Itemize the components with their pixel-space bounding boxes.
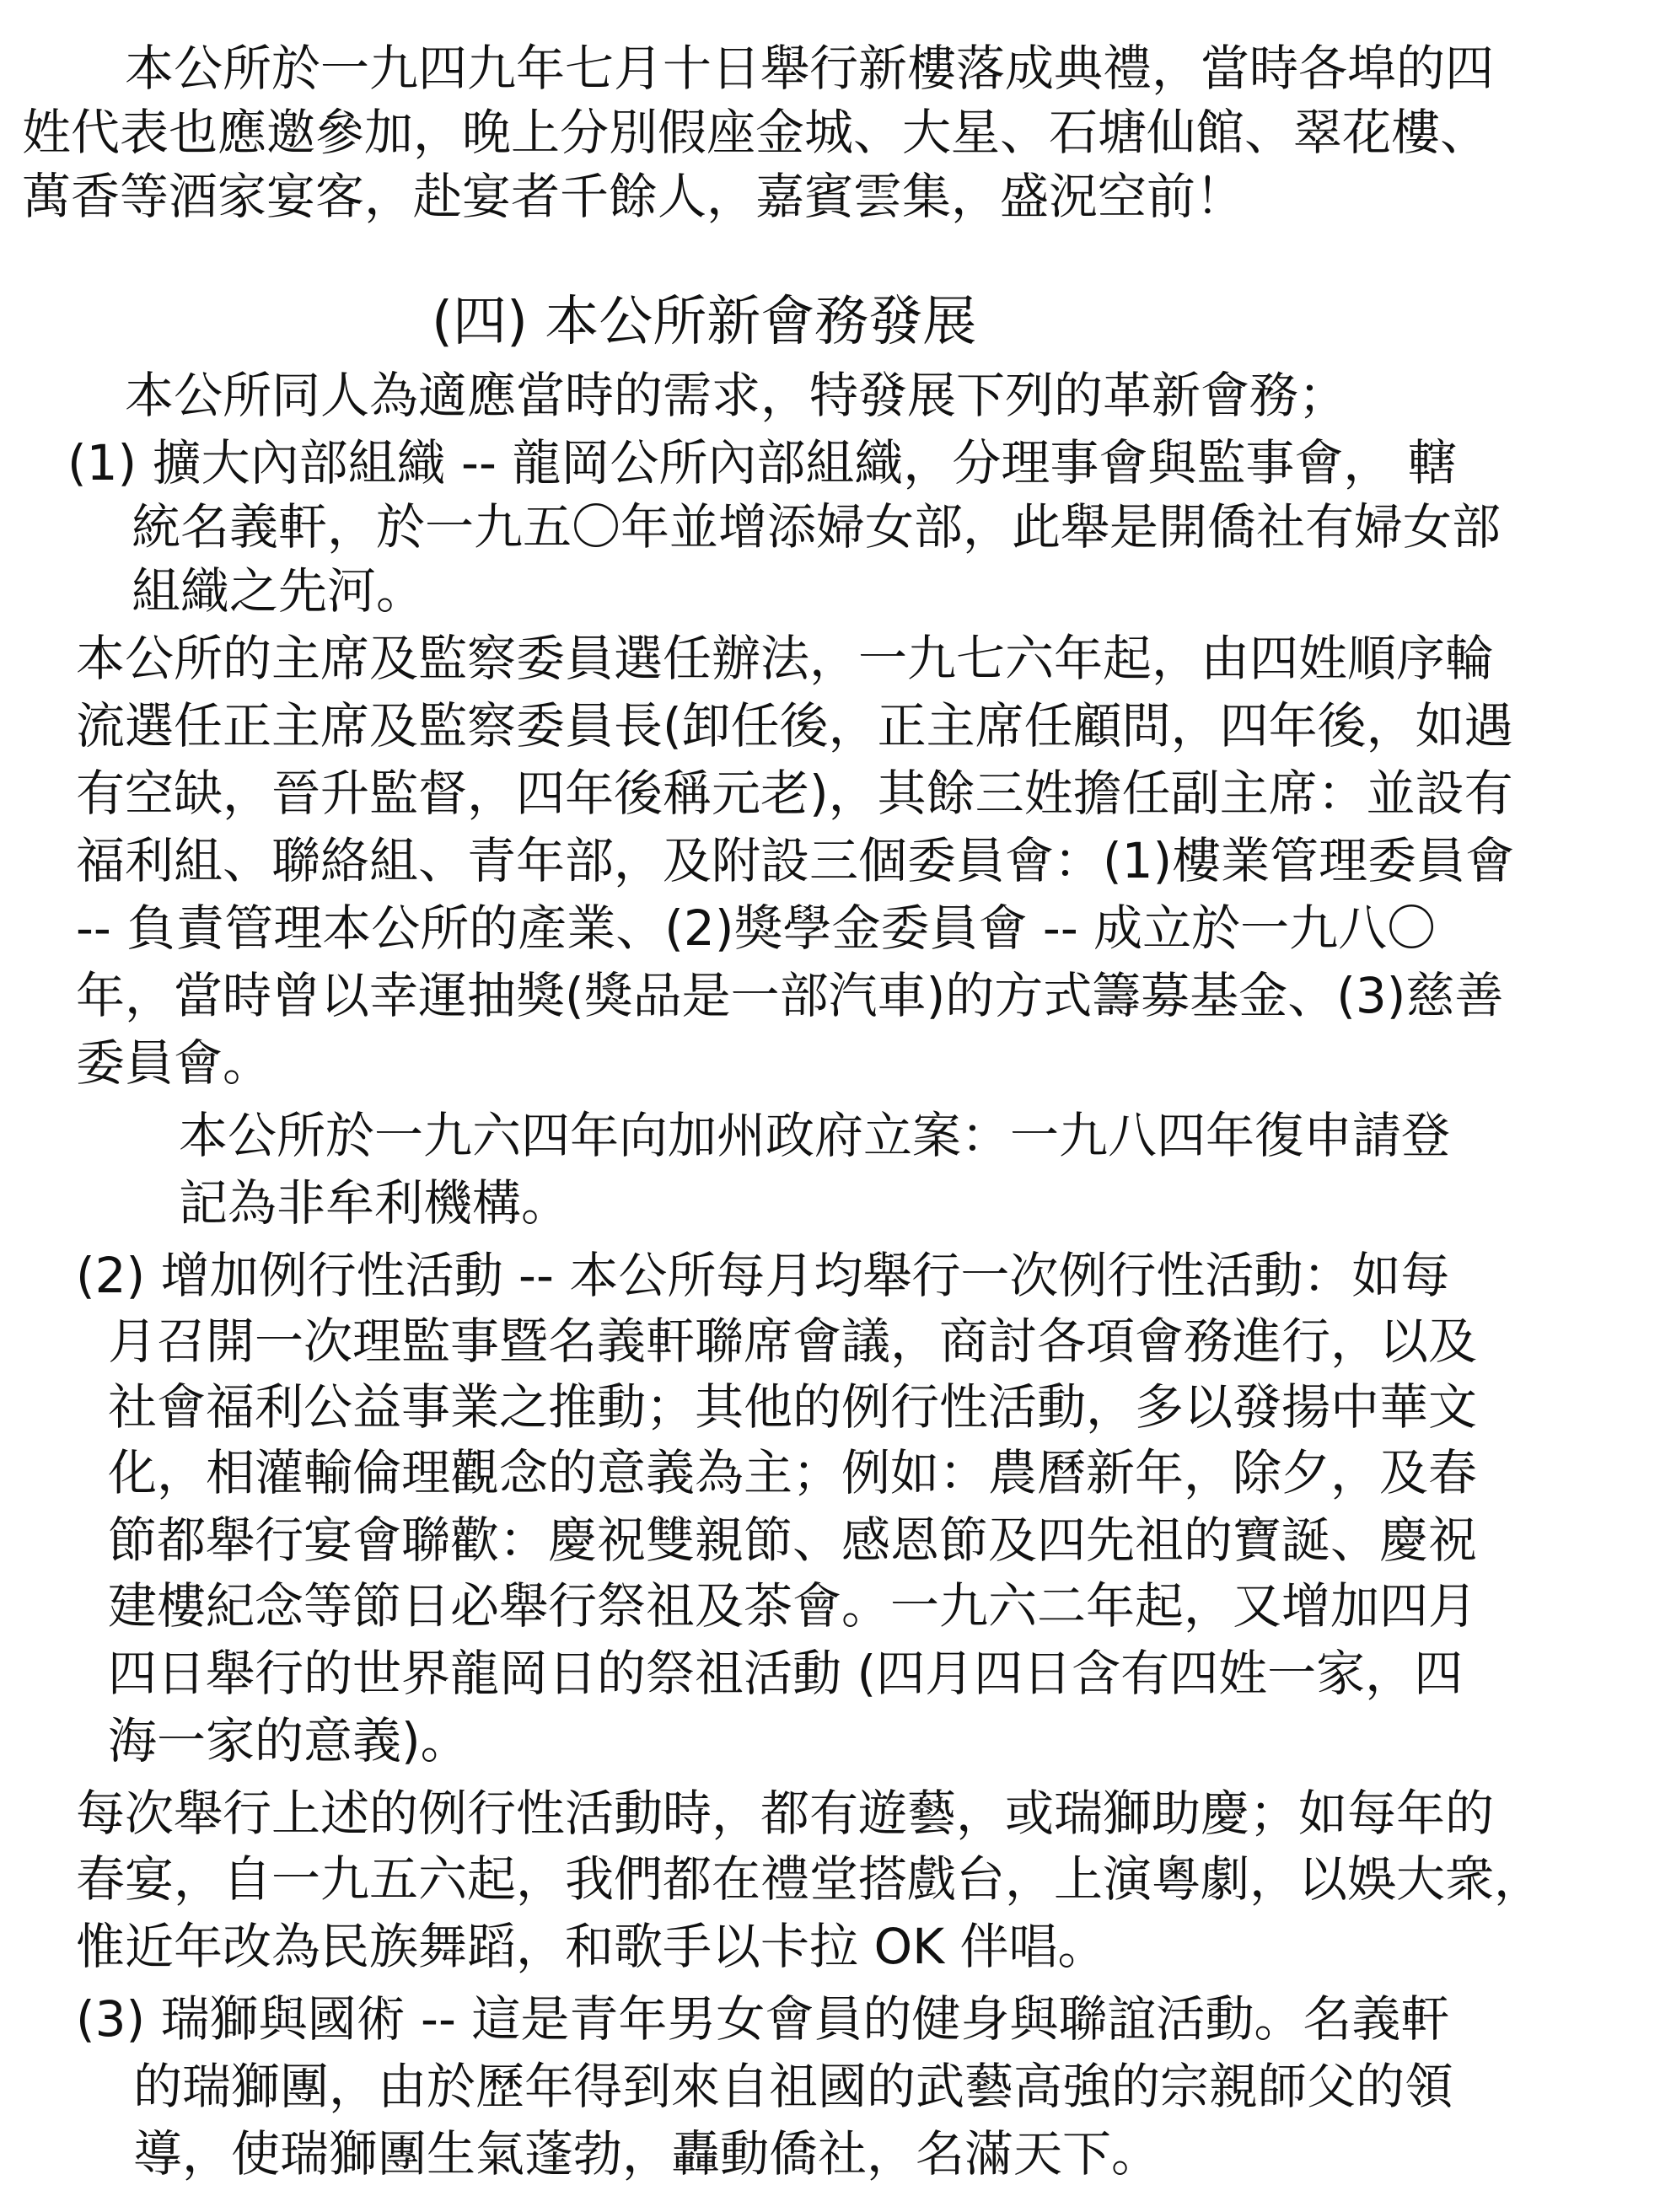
item1-line-2: 統名義軒，於一九五〇年並增添婦女部，此舉是開僑社有婦女部 — [132, 498, 1502, 556]
item3-line-1: (3) 瑞獅與國術 -- 這是青年男女會員的健身與聯誼活動。名義軒 — [76, 1990, 1450, 2048]
opening-line-1: 本公所於一九四九年七月十日舉行新樓落成典禮，當時各埠的四 — [125, 40, 1495, 97]
chair-line-5: -- 負責管理本公所的產業、(2)獎學金委員會 -- 成立於一九八〇 — [76, 899, 1437, 957]
section-title: (四) 本公所新會務發展 — [432, 291, 977, 353]
item2-line-8: 海一家的意義)。 — [108, 1712, 470, 1769]
intro-line: 本公所同人為適應當時的需求，特發展下列的革新會務； — [125, 367, 1348, 424]
register-line-2: 記為非牟利機構。 — [179, 1174, 571, 1232]
opening-line-3: 萬香等酒家宴客，赴宴者千餘人，嘉賓雲集，盛況空前！ — [22, 168, 1245, 225]
item2-line-3: 社會福利公益事業之推動；其他的例行性活動，多以發揚中華文 — [108, 1378, 1478, 1436]
events-line-3: 惟近年改為民族舞蹈，和歌手以卡拉 OK 伴唱。 — [76, 1918, 1107, 1975]
item2-line-2: 月召開一次理監事暨名義軒聯席會議，商討各項會務進行，以及 — [108, 1313, 1478, 1370]
chair-line-1: 本公所的主席及監察委員選任辦法，一九七六年起，由四姓順序輪 — [76, 630, 1495, 687]
chair-line-7: 委員會。 — [76, 1034, 272, 1092]
item2-line-6: 建樓紀念等節日必舉行祭祖及茶會。一九六二年起，又增加四月 — [108, 1577, 1478, 1635]
chair-line-6: 年，當時曾以幸運抽獎(獎品是一部汽車)的方式籌募基金、(3)慈善 — [76, 967, 1504, 1024]
item1-line-1: (1) 擴大內部組織 -- 龍岡公所內部組織，分理事會與監事會， 轄 — [67, 434, 1457, 491]
events-line-1: 每次舉行上述的例行性活動時，都有遊藝，或瑞獅助慶；如每年的 — [76, 1785, 1495, 1842]
register-line-1: 本公所於一九六四年向加州政府立案：一九八四年復申請登 — [179, 1107, 1451, 1164]
item3-line-2: 的瑞獅團，由於歷年得到來自祖國的武藝高強的宗親師父的領 — [133, 2058, 1454, 2115]
opening-line-2: 姓代表也應邀參加，晚上分別假座金城、大星、石塘仙館、翠花樓、 — [22, 104, 1490, 161]
events-line-2: 春宴，自一九五六起，我們都在禮堂搭戲台，上演粵劇，以娛大衆， — [76, 1850, 1544, 1908]
item2-line-7: 四日舉行的世界龍岡日的祭祖活動 (四月四日含有四姓一家，四 — [108, 1645, 1464, 1702]
item3-line-3: 導，使瑞獅團生氣蓬勃，轟動僑社，名滿天下。 — [133, 2125, 1161, 2182]
item2-line-5: 節都舉行宴會聯歡：慶祝雙親節、感恩節及四先祖的寶誕、慶祝 — [108, 1511, 1478, 1569]
item1-line-3: 組織之先河。 — [132, 562, 426, 620]
chair-line-3: 有空缺，晉升監督，四年後稱元老)，其餘三姓擔任副主席：並設有 — [76, 765, 1513, 822]
item2-line-1: (2) 增加例行性活動 -- 本公所每月均舉行一次例行性活動：如每 — [76, 1247, 1450, 1304]
item2-line-4: 化，相灌輸倫理觀念的意義為主；例如：農曆新年，除夕，及春 — [108, 1444, 1478, 1501]
chair-line-2: 流選任正主席及監察委員長(卸任後，正主席任顧問，四年後，如遇 — [76, 697, 1513, 754]
chair-line-4: 福利組、聯絡組、青年部，及附設三個委員會：(1)樓業管理委員會 — [76, 832, 1515, 889]
